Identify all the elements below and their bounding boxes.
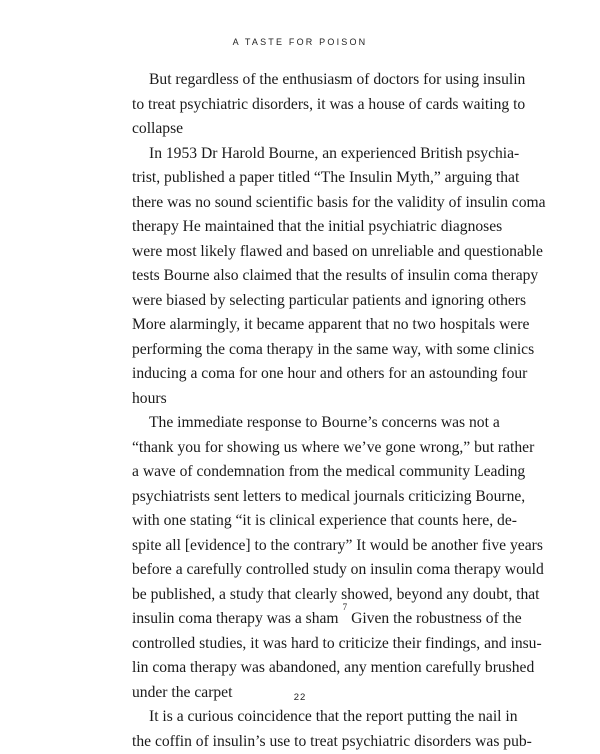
text-line: there was no sound scientific basis for the validity of insulin coma [132, 191, 484, 216]
text-line: performing the coma therapy in the same way, with some clinics [132, 338, 484, 363]
text-line: a wave of condemnation from the medical community Leading [132, 460, 484, 485]
text-line: It is a curious coincidence that the report putting the nail in [132, 705, 484, 730]
text-line: trist, published a paper titled “The Insulin Myth,” arguing that [132, 166, 484, 191]
text-line: under the carpet [132, 681, 484, 706]
running-head: A TASTE FOR POISON [0, 37, 600, 47]
text-line: the coffin of insulin’s use to treat psychiatric disorders was pub- [132, 730, 484, 754]
footnote-ref: 7 [343, 607, 348, 632]
text-line: The immediate response to Bourne’s concerns was not a [132, 411, 484, 436]
text-line: with one stating “it is clinical experience that counts here, de- [132, 509, 484, 534]
text-segment: insulin coma therapy was a sham [132, 607, 339, 632]
text-line: hours [132, 387, 484, 412]
text-line: psychiatrists sent letters to medical journals criticizing Bourne, [132, 485, 484, 510]
text-line: “thank you for showing us where we’ve gone wrong,” but rather [132, 436, 484, 461]
text-line: collapse [132, 117, 484, 142]
text-line: were biased by selecting particular patients and ignoring others [132, 289, 484, 314]
text-line: were most likely flawed and based on unreliable and questionable [132, 240, 484, 265]
text-line: In 1953 Dr Harold Bourne, an experienced British psychia- [132, 142, 484, 167]
body-text [132, 68, 484, 754]
text-line: But regardless of the enthusiasm of doctors for using insulin [132, 68, 484, 93]
text-line-with-footnote [132, 607, 484, 632]
text-line: to treat psychiatric disorders, it was a house of cards waiting to [132, 93, 484, 118]
text-line: tests Bourne also claimed that the results of insulin coma therapy [132, 264, 484, 289]
text-line: lin coma therapy was abandoned, any mention carefully brushed [132, 656, 484, 681]
text-segment: Given the robustness of the [351, 607, 522, 632]
text-line: More alarmingly, it became apparent that no two hospitals were [132, 313, 484, 338]
text-line: therapy He maintained that the initial psychiatric diagnoses [132, 215, 484, 240]
text-line: spite all [evidence] to the contrary” It would be another five years [132, 534, 484, 559]
page-number: 22 [0, 692, 600, 703]
text-line: be published, a study that clearly showed, beyond any doubt, that [132, 583, 484, 608]
text-line: inducing a coma for one hour and others for an astounding four [132, 362, 484, 387]
text-line: controlled studies, it was hard to criticize their findings, and insu- [132, 632, 484, 657]
text-line: before a carefully controlled study on insulin coma therapy would [132, 558, 484, 583]
